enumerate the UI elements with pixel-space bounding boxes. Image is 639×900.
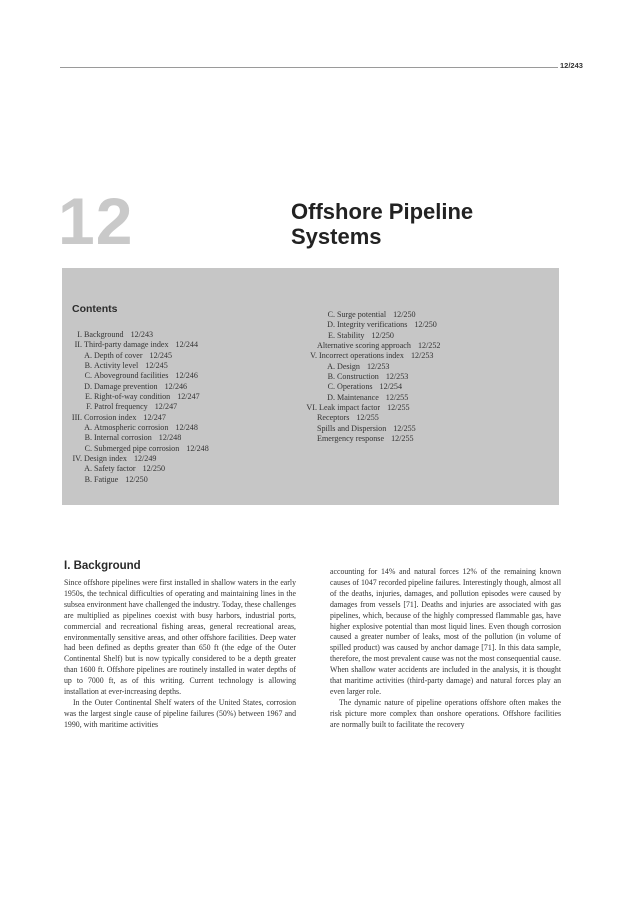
- body-paragraph: accounting for 14% and natural forces 12% of the remaining known causes of 1047 recorded pipeline failures. Interestingly though, almost all of the deaths, injuries, damages, and pollution episodes were caused by damages from vessels [71]. Deaths and injuries are associated with gas pipelines, which, because of the highly compressed flammable gas, have higher explosive potential than most liquid lines. Even though corrosion caused a greater number of leaks, most of the pollution (in volume of spilled product) was caused by anchor damage [71]. In this data sample, therefore, the most prevalent cause was not the most consequential cause. When shallow water accidents are included in the analysis, it is thought that maritime activities (third-party damage) and natural forces play an even larger role.: [330, 567, 561, 696]
- body-column-right: [330, 567, 561, 731]
- toc-entry: [298, 310, 440, 320]
- toc-entry-title: Maintenance: [337, 392, 379, 402]
- toc-entry: [68, 330, 209, 340]
- toc-entry-number: V.: [310, 351, 317, 361]
- toc-entry-number: B.: [84, 433, 92, 443]
- toc-right-column: [298, 310, 440, 444]
- body-paragraph: Since offshore pipelines were first installed in shallow waters in the early 1950s, the technical difficulties of operating and maintaining lines in the subsea environment have challenged the industry. Today, these challenges are multiplied as pipelines coexist with busy harbors, industrial ports, commercial and recreational fishing areas, general recreational areas, environmentally sensitive areas, and other offshore facilities. Deep water had been defined as depths greater than 650 ft (the edge of the Outer Continental Shelf) but is now typically considered to be a depth greater than 1600 ft. Offshore pipelines are routinely installed in water depths of up to 7000 ft, as of this writing. Current technology is allowing installation at ever-increasing depths.: [64, 578, 296, 697]
- toc-entry-number: C.: [327, 382, 335, 392]
- toc-entry: [298, 341, 440, 351]
- toc-entry: [298, 320, 440, 330]
- toc-entry-number: A.: [84, 464, 92, 474]
- toc-entry-number: IV.: [72, 454, 82, 464]
- toc-entry-title: Corrosion index: [84, 412, 137, 422]
- toc-entry: [298, 434, 440, 444]
- toc-entry: [298, 403, 440, 413]
- toc-entry-title: Aboveground facilities: [94, 371, 169, 381]
- toc-entry-number: A.: [84, 350, 92, 360]
- toc-entry-page: 12/255: [387, 403, 410, 413]
- toc-entry-title: Submerged pipe corrosion: [94, 443, 180, 453]
- toc-entry-page: 12/248: [186, 443, 209, 453]
- contents-heading: Contents: [72, 303, 118, 315]
- toc-entry-title: Design: [337, 361, 360, 371]
- toc-entry: [68, 402, 209, 412]
- toc-entry-title: Safety factor: [94, 464, 136, 474]
- toc-entry-title: Internal corrosion: [94, 433, 152, 443]
- toc-entry-number: B.: [327, 372, 335, 382]
- toc-entry-title: Design index: [84, 454, 127, 464]
- toc-entry-page: 12/250: [371, 330, 394, 340]
- toc-entry-page: 12/248: [175, 423, 198, 433]
- toc-entry-title: Receptors: [317, 413, 350, 423]
- toc-entry-number: III.: [71, 412, 82, 422]
- toc-entry-number: A.: [327, 361, 335, 371]
- toc-entry-title: Alternative scoring approach: [317, 341, 411, 351]
- section-heading: I. Background: [64, 560, 141, 572]
- body-paragraph: In the Outer Continental Shelf waters of the United States, corrosion was the largest single cause of pipeline failures (50%) between 1967 and 1990, with maritime activities: [64, 697, 296, 729]
- chapter-title-line: Offshore Pipeline: [291, 199, 474, 224]
- toc-entry-title: Operations: [337, 382, 373, 392]
- toc-entry-title: Patrol frequency: [94, 402, 148, 412]
- toc-entry-number: C.: [84, 371, 92, 381]
- toc-entry-number: E.: [328, 330, 335, 340]
- toc-entry-page: 12/250: [125, 474, 148, 484]
- toc-entry: [298, 331, 440, 341]
- toc-entry: [68, 413, 209, 423]
- toc-entry-title: Integrity verifications: [337, 320, 408, 330]
- toc-entry: [68, 361, 209, 371]
- toc-entry: [298, 393, 440, 403]
- toc-entry-title: Fatigue: [94, 474, 119, 484]
- toc-entry-number: C.: [327, 310, 335, 319]
- toc-entry-title: Emergency response: [317, 434, 385, 444]
- toc-entry-page: 12/246: [175, 371, 198, 381]
- toc-entry-title: Activity level: [94, 361, 139, 371]
- toc-entry: [68, 423, 209, 433]
- toc-entry-number: II.: [74, 340, 82, 350]
- toc-entry-page: 12/243: [130, 330, 154, 339]
- toc-entry-page: 12/248: [158, 433, 182, 443]
- page-number: 12/243: [560, 61, 583, 70]
- toc-entry-title: Atmospheric corrosion: [94, 423, 169, 433]
- toc-entry: [68, 382, 209, 392]
- toc-entry-title: Incorrect operations index: [319, 351, 404, 361]
- toc-entry-page: 12/245: [145, 361, 168, 371]
- toc-entry: [68, 433, 209, 443]
- toc-entry-number: I.: [77, 330, 82, 339]
- toc-entry-page: 12/253: [410, 351, 434, 361]
- toc-entry: [68, 392, 209, 402]
- header-rule: [60, 67, 558, 68]
- chapter-title: [291, 200, 473, 249]
- toc-entry: [68, 454, 209, 464]
- toc-entry-page: 12/253: [366, 361, 390, 371]
- toc-entry-number: E.: [85, 392, 92, 402]
- toc-entry-title: Depth of cover: [94, 350, 143, 360]
- toc-entry: [68, 351, 209, 361]
- toc-entry-page: 12/255: [391, 434, 414, 444]
- toc-entry: [298, 351, 440, 361]
- chapter-number: 12: [58, 184, 134, 258]
- toc-entry-page: 12/249: [133, 454, 157, 464]
- toc-entry-number: D.: [327, 320, 335, 330]
- toc-entry-page: 12/244: [175, 340, 198, 350]
- toc-entry-title: Damage prevention: [94, 381, 158, 391]
- toc-entry-page: 12/250: [393, 310, 416, 319]
- toc-entry-page: 12/255: [356, 413, 379, 423]
- toc-entry-page: 12/247: [177, 392, 200, 402]
- toc-entry-page: 12/250: [414, 320, 437, 330]
- toc-entry-page: 12/250: [142, 464, 166, 474]
- toc-entry-page: 12/255: [385, 392, 409, 402]
- toc-entry: [298, 382, 440, 392]
- toc-entry-page: 12/255: [393, 423, 416, 433]
- toc-entry-page: 12/252: [417, 341, 441, 351]
- toc-entry: [68, 444, 209, 454]
- toc-entry-number: B.: [84, 474, 92, 484]
- toc-entry-title: Spills and Dispersion: [317, 423, 387, 433]
- toc-entry-number: D.: [84, 381, 92, 391]
- toc-entry: [298, 413, 440, 423]
- toc-entry-page: 12/245: [149, 350, 173, 360]
- toc-entry-page: 12/247: [143, 412, 166, 422]
- toc-entry: [298, 372, 440, 382]
- toc-entry-number: A.: [84, 423, 92, 433]
- toc-entry-page: 12/253: [385, 372, 409, 382]
- toc-entry-title: Background: [84, 330, 124, 339]
- toc-entry: [298, 362, 440, 372]
- body-paragraph: The dynamic nature of pipeline operations offshore often makes the risk picture more complex than onshore operations. Offshore facilities are normally built to facilitate the recovery: [330, 697, 561, 729]
- toc-entry-page: 12/247: [154, 402, 178, 412]
- toc-entry-title: Construction: [337, 372, 379, 382]
- toc-entry-number: F.: [86, 402, 92, 412]
- toc-entry-title: Leak impact factor: [319, 403, 381, 413]
- toc-entry-title: Third-party damage index: [84, 340, 169, 350]
- toc-entry: [68, 464, 209, 474]
- toc-entry-page: 12/246: [164, 381, 188, 391]
- toc-entry: [68, 371, 209, 381]
- body-column-left: [64, 578, 296, 731]
- toc-entry-title: Stability: [337, 330, 365, 340]
- toc-entry-number: C.: [84, 443, 92, 453]
- chapter-title-line: Systems: [291, 223, 382, 249]
- toc-entry-page: 12/254: [379, 382, 402, 392]
- toc-entry-title: Surge potential: [337, 310, 387, 319]
- toc-entry-number: B.: [84, 361, 92, 371]
- toc-entry-number: VI.: [306, 403, 317, 413]
- toc-entry: [298, 424, 440, 434]
- toc-entry: [68, 475, 209, 485]
- toc-entry: [68, 340, 209, 350]
- toc-entry-title: Right-of-way condition: [94, 392, 171, 402]
- toc-entry-number: D.: [327, 392, 335, 402]
- toc-left-column: [68, 330, 209, 485]
